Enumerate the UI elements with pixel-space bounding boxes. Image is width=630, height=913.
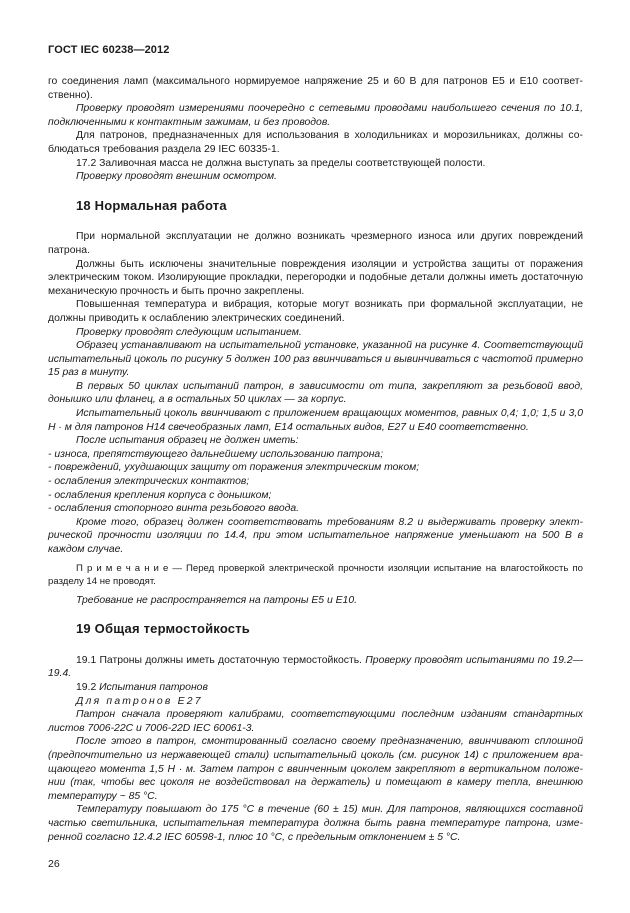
- body-paragraph: Проверку проводят следующим испытанием.: [76, 326, 302, 338]
- clause-17-2: 17.2 Заливочная масса не должна выступать за пределы соответствующей полости.: [76, 157, 486, 169]
- subheading-e27: Для патронов Е27: [76, 695, 203, 707]
- page-number: 26: [48, 858, 60, 870]
- body-paragraph: Патрон сначала проверяют калибрами, соответствующими последним изданиям стандартных листов 7006-22С и 7006-22D IEC 60061-3.: [48, 709, 583, 734]
- section-heading-19: 19 Общая термостойкость: [76, 621, 250, 637]
- list-item: - ослабления стопорного винта резьбового ввода.: [48, 503, 300, 515]
- page-content: [48, 75, 583, 844]
- body-paragraph: Проверку проводят измерениями поочередно с сетевыми проводами наибольшего сечения по 10.1, подключенными к контактным зажимам, и без проводов.: [48, 103, 583, 128]
- clause-number: 19.2: [76, 681, 100, 693]
- body-paragraph: Температуру повышают до 175 °С в течение (60 ± 15) мин. Для патронов, являющихся составной частью светильника, испытательная температура должна быть равна температуре патрона, измеренной согласно 12.4.2 IEC 60598-1, плюс 10 °С, с предельным отклонением ± 5 °С.: [48, 804, 583, 843]
- body-paragraph: Требование не распространяется на патроны Е5 и Е10.: [76, 594, 357, 606]
- clause-text: 19.1 Патроны должны иметь достаточную термостойкость.: [76, 654, 366, 666]
- note: [48, 562, 583, 588]
- list-item: - износа, препятствующего дальнейшему использованию патрона;: [48, 448, 384, 460]
- body-paragraph: го соединения ламп (максимального нормируемое напряжение 25 и 60 В для патронов Е5 и Е10 соответственно).: [48, 76, 583, 101]
- body-paragraph: Испытательный цоколь ввинчивают с приложением вращающих моментов, равных 0,4; 1,0; 1,5 и 3,0 Н · м для патронов Н14 свечеобразных ламп, Е14 остальных видов, Е27 и Е40 соответственно.: [48, 408, 583, 433]
- note-text: — Перед проверкой электрической прочности изоляции испытание на влагостойкость по разделу 14 не проводят.: [48, 562, 583, 587]
- body-paragraph: Образец устанавливают на испытательной установке, указанной на рисунке 4. Соответствующий испытательный цоколь по рисунку 5 должен 100 раз ввинчиваться и вывинчиваться с частотой примерно 15 раз в минуту.: [48, 340, 583, 379]
- section-heading-18: 18 Нормальная работа: [76, 197, 227, 213]
- body-paragraph: После испытания образец не должен иметь:: [76, 435, 299, 447]
- list-item: - повреждений, ухудшающих защиту от поражения электрическим током;: [48, 462, 420, 474]
- clause-19-1: [48, 654, 583, 681]
- body-paragraph: Повышенная температура и вибрация, которые могут возникать при формальной эксплуатации, не должны приводить к ослаблению электрических соединений.: [48, 299, 583, 324]
- body-paragraph: При нормальной эксплуатации не должно возникать чрезмерного износа или других повреждений патрона.: [48, 231, 583, 256]
- body-paragraph: В первых 50 циклах испытаний патрон, в зависимости от типа, закрепляют за резьбовой ввод, донышко или фланец, а в остальных 50 циклах — за корпус.: [48, 380, 583, 406]
- body-paragraph: Для патронов, предназначенных для использования в холодильниках и морозильниках, должны соблюдаться требования раздела 29 IEC 60335-1.: [48, 130, 583, 155]
- list-item: - ослабления электрических контактов;: [48, 476, 250, 488]
- clause-title: Испытания патронов: [99, 681, 208, 693]
- body-paragraph: Кроме того, образец должен соответствовать требованиям 8.2 и выдерживать проверку электрической прочности изоляции по 14.4, при этом испытательное напряжение уменьшают на 500 В в каждом случае.: [48, 516, 583, 555]
- note-label: П р и м е ч а н и е: [76, 562, 169, 574]
- body-paragraph: Проверку проводят внешним осмотром.: [76, 171, 277, 183]
- clause-19-2: [48, 681, 583, 695]
- body-paragraph: Должны быть исключены значительные повреждения изоляции и устройства защиты от поражения электрическим током. Изолирующие прокладки, перегородки и подобные детали должны иметь достаточную механическую прочность и быть прочно закреплены.: [48, 258, 583, 297]
- body-paragraph: После этого в патрон, смонтированный согласно своему предназначению, ввинчивают сплошной (предпочтительно из нержавеющей стали) испытательный цоколь (см. рисунок 14) с приложением вращающего момента 1,5 Н · м. Затем патрон с ввинченным цоколем закрепляют в вертикальном положении (так, чтобы вес цоколя не воздействовал на держатель) и помещают в камеру тепла, внешнюю температуру ~ 85 °С.: [48, 736, 583, 802]
- document-header: ГОСТ IEC 60238—2012: [48, 44, 170, 56]
- list-item: - ослабления крепления корпуса с донышком;: [48, 489, 272, 501]
- clause-text-italic: Проверку проводят испытаниями по 19.2—19.4.: [48, 654, 583, 680]
